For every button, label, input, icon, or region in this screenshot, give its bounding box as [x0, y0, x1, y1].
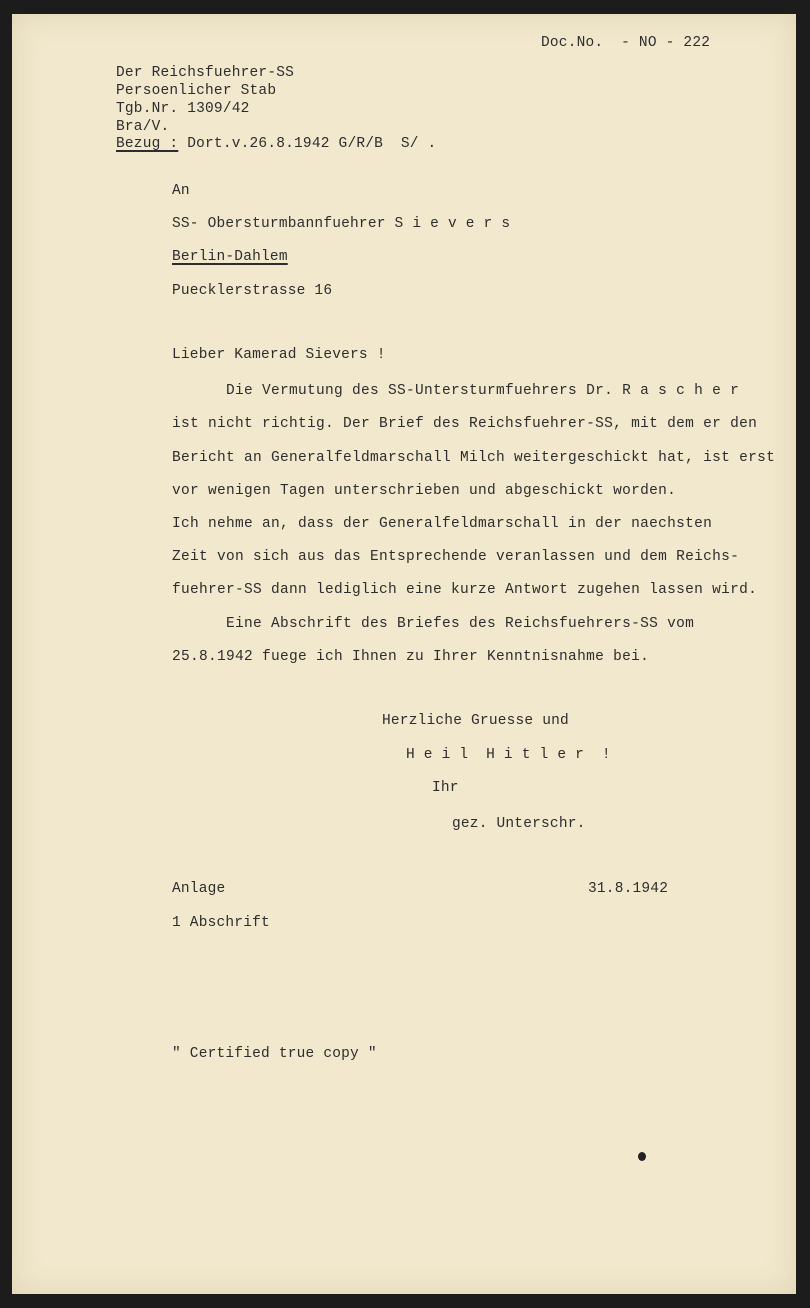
letterhead-line-4: Bra/V. — [116, 119, 170, 135]
body-line: Die Vermutung des SS-Untersturmfuehrers Dr. R a s c h e r — [172, 383, 740, 399]
closing-signature: gez. Unterschr. — [452, 816, 586, 832]
body-line: Bericht an Generalfeldmarschall Milch weitergeschickt hat, ist erst — [172, 450, 776, 466]
letterhead-line-2: Persoenlicher Stab — [116, 83, 277, 99]
body-line: Ich nehme an, dass der Generalfeldmarschall in der naechsten — [172, 516, 713, 532]
body-line: fuehrer-SS dann lediglich eine kurze Antwort zugehen lassen wird. — [172, 582, 758, 598]
reference-label: Bezug : — [116, 136, 179, 152]
recipient-name: SS- Obersturmbannfuehrer S i e v e r s — [172, 216, 511, 232]
closing-greeting: Herzliche Gruesse und — [382, 713, 569, 729]
body-line: 25.8.1942 fuege ich Ihnen zu Ihrer Kenntnisnahme bei. — [172, 649, 650, 665]
reference-value: Dort.v.26.8.1942 G/R/B S/ . — [178, 136, 437, 152]
enclosure-label: Anlage — [172, 881, 226, 897]
closing-heil: H e i l H i t l e r ! — [406, 747, 611, 763]
body-line: ist nicht richtig. Der Brief des Reichsfuehrer-SS, mit dem er den — [172, 416, 758, 432]
document-number: Doc.No. - NO - 222 — [541, 35, 711, 51]
document-page — [12, 14, 796, 1294]
reference-line — [116, 135, 436, 153]
recipient-city: Berlin-Dahlem — [172, 249, 288, 265]
recipient-street: Puecklerstrasse 16 — [172, 283, 333, 299]
ink-spot — [638, 1152, 646, 1161]
body-line: Eine Abschrift des Briefes des Reichsfuehrers-SS vom — [172, 616, 695, 632]
letterhead-line-1: Der Reichsfuehrer-SS — [116, 65, 295, 81]
body-line: vor wenigen Tagen unterschrieben und abgeschickt worden. — [172, 483, 677, 499]
body-line: Zeit von sich aus das Entsprechende veranlassen und dem Reichs- — [172, 549, 740, 565]
recipient-an: An — [172, 183, 190, 199]
enclosure-item: 1 Abschrift — [172, 915, 270, 931]
salutation: Lieber Kamerad Sievers ! — [172, 347, 386, 363]
closing-ihr: Ihr — [432, 780, 459, 796]
letter-date: 31.8.1942 — [588, 881, 669, 897]
letterhead-line-3: Tgb.Nr. 1309/42 — [116, 101, 250, 117]
certified-note: " Certified true copy " — [172, 1046, 377, 1062]
